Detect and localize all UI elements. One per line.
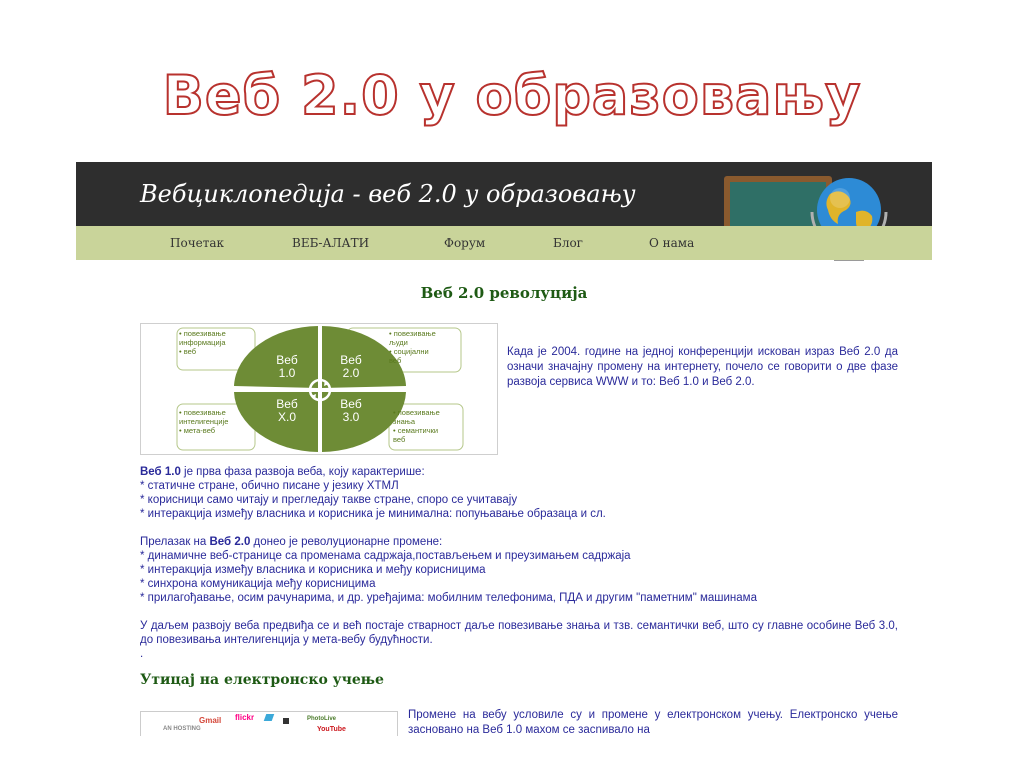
diagram-box-tr: • повезивање људи • социјални веб: [389, 329, 436, 365]
youtube-logo: YouTube: [317, 726, 346, 733]
photolive-logo: PhotoLive: [307, 716, 337, 722]
diagram-box-tl: • повезивање информација • веб: [179, 329, 226, 356]
site-navbar: [76, 226, 932, 260]
slide-title: Веб 2.0 у образовању: [162, 64, 862, 127]
web2-item: * прилагођавање, осим рачунарима, и др. уређајима: мобилним телефонима, ПДА и другим "паметним" машинама: [140, 592, 757, 604]
nav-blog[interactable]: Блог: [553, 236, 583, 250]
nav-web-tools[interactable]: ВЕБ-АЛАТИ: [292, 236, 370, 250]
web-evolution-diagram: [140, 323, 498, 455]
article-body: [140, 465, 898, 661]
future-paragraph: У даљем развоју веба предвиђа се и већ постаје стварност даље повезивање знања и тзв. семантички веб, што су главне особине Веб 3.0, до повезивања интелигенција у мета-вебу будућности.: [140, 620, 898, 646]
web1-item: * интеракција између власника и корисника је минимална: попуњавање образаца и сл.: [140, 508, 606, 520]
section-heading-elearning: Утицај на електронско учење: [140, 672, 384, 688]
intro-paragraph: Када је 2004. године на једној конференцији искован израз Веб 2.0 да означи значајну промену на интернету, почело се говорити о две фазе развоја сервиса WWW и то: Веб 1.0 и Веб 2.0.: [507, 346, 898, 388]
web-services-logos: [140, 711, 398, 736]
web2-lead: Прелазак на Веб 2.0 донео је револуционарне промене:: [140, 536, 443, 548]
quadrant-label-web1: Веб 1.0: [276, 353, 298, 380]
hosting-logo: AN HOSTING: [163, 726, 201, 732]
article-heading: Веб 2.0 револуција: [420, 284, 588, 302]
nav-about[interactable]: О нама: [649, 236, 695, 250]
web1-item: * корисници само читају и прегледају такве стране, споро се учитавају: [140, 494, 518, 506]
nav-home[interactable]: Почетак: [170, 236, 225, 250]
flickr-logo: flickr: [235, 713, 255, 722]
elearning-paragraph: Промене на вебу условиле су и промене у електронском учењу. Електронско учење засновано на Веб 1.0 махом се засnивало на: [408, 709, 898, 736]
site-title: Вебциклопедија - веб 2.0 у образовању: [140, 180, 636, 208]
web1-lead: Веб 1.0 је прва фаза развоја веба, коју карактерише:: [140, 466, 425, 478]
quadrant-label-web3: Веб 3.0: [340, 397, 362, 424]
twitter-icon: [264, 714, 275, 721]
web2-item: * динамичне веб-странице са променама садржаја,постављењем и преузимањем садржаја: [140, 550, 631, 562]
quadrant-label-webx: Веб Х.0: [276, 397, 298, 424]
stray-dot: .: [140, 648, 144, 660]
gmail-logo: Gmail: [199, 716, 222, 725]
nav-forum[interactable]: Форум: [444, 236, 486, 250]
web2-item: * синхрона комуникација међу корисницима: [140, 578, 376, 590]
diagram-box-br: • повезивање знања • семантички веб: [393, 408, 440, 444]
web1-item: * статичне стране, обично писане у језику ХТМЛ: [140, 480, 399, 492]
web2-item: * интеракција између власника и корисника и међу корисницима: [140, 564, 486, 576]
webpage-screenshot: [76, 162, 932, 736]
delicious-icon: [283, 718, 289, 724]
diagram-box-bl: • повезивање интелигенције • мета-веб: [179, 408, 229, 435]
quadrant-label-web2: Веб 2.0: [340, 353, 362, 380]
